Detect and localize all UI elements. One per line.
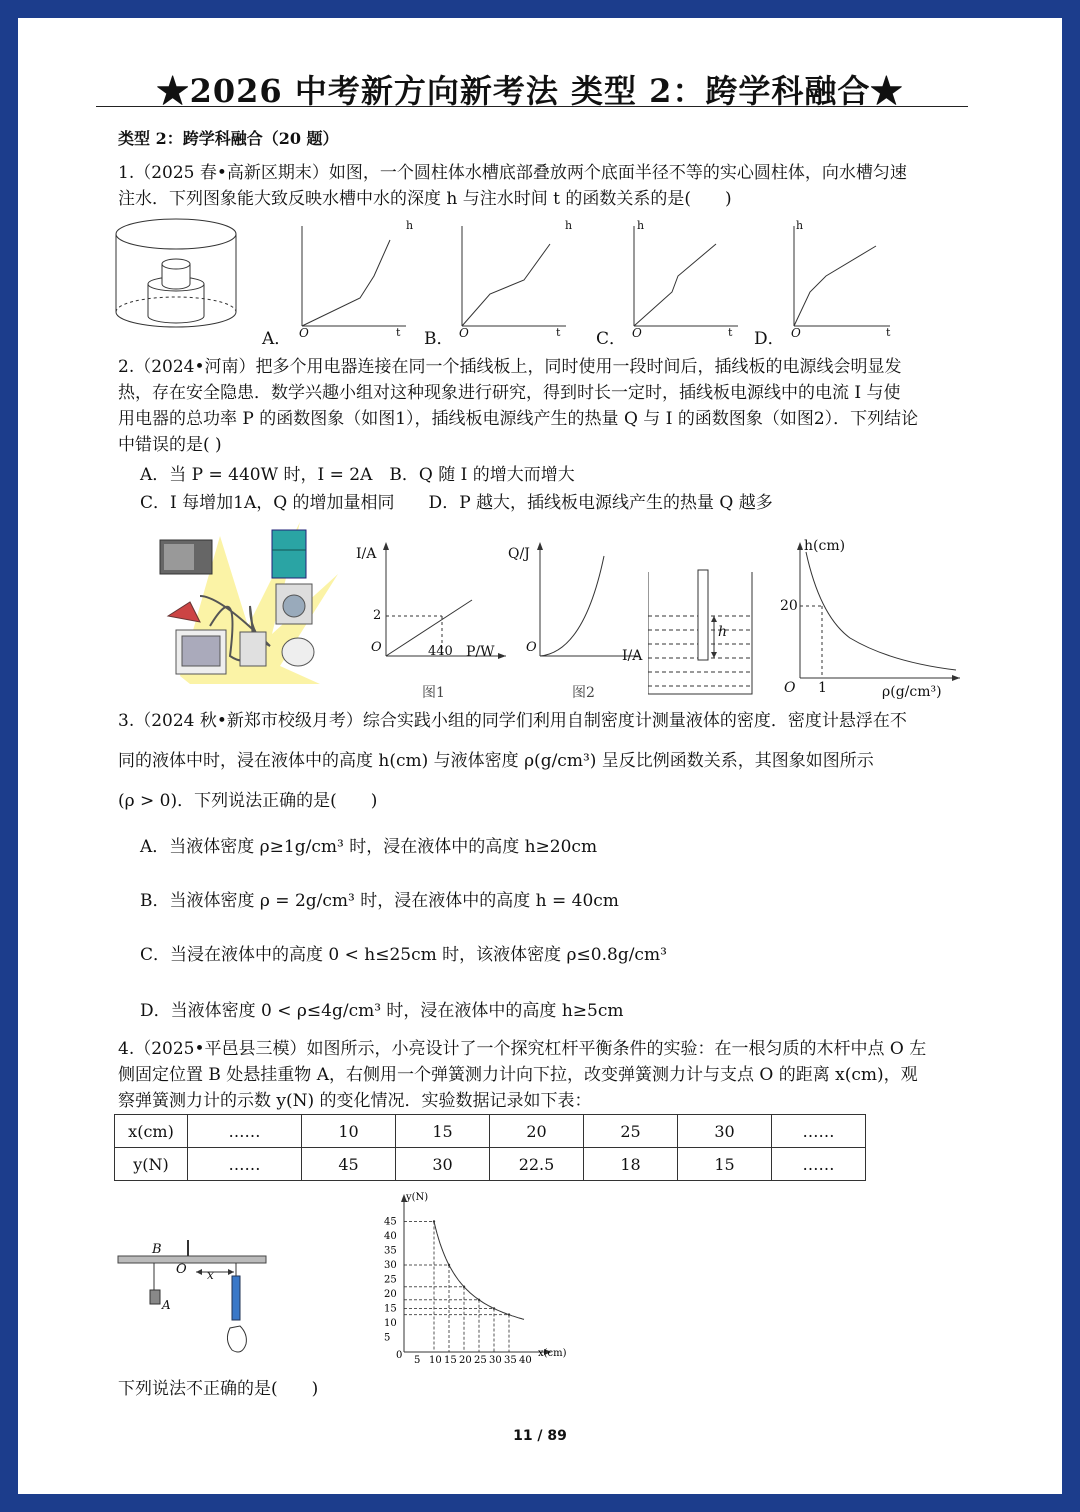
q1-figures	[110, 214, 970, 344]
x-tick-label: 35	[504, 1355, 517, 1366]
q1a-h-label: h	[406, 219, 414, 232]
density-meter-figure	[648, 568, 756, 698]
y-tick-label: 40	[384, 1231, 397, 1242]
q3-graph-ylabel: h(cm)	[804, 538, 846, 554]
table-cell: ……	[188, 1115, 302, 1148]
x-tick-label: 30	[489, 1355, 502, 1366]
q3-line1: 3.（2024 秋•新郑市校级月考）综合实践小组的同学们利用自制密度计测量液体的密度．密度计悬浮在不	[118, 711, 907, 731]
q2-line3: 用电器的总功率 P 的函数图象（如图1），插线板电源线产生的热量 Q 与 I 的函数图象（如图2）．下列结论	[118, 409, 919, 429]
fig1-xtick: 440	[428, 644, 453, 659]
lever-label-x: x	[207, 1268, 214, 1282]
x-tick-label: 15	[444, 1355, 457, 1366]
q4-line3: 察弹簧测力计的示数 y(N) 的变化情况．实验数据记录如下表：	[118, 1091, 592, 1111]
fig2-caption: 图2	[572, 685, 595, 701]
q3-graph-xtick: 1	[818, 680, 827, 696]
table-cell: ……	[772, 1148, 866, 1181]
q2-line2: 热，存在安全隐患．数学兴趣小组对这种现象进行研究，得到时长一定时，插线板电源线中的电流 I 与使	[118, 383, 901, 403]
q1b-h-label: h	[565, 219, 573, 232]
q1a-t-label: t	[396, 326, 401, 339]
table-row-x	[115, 1115, 866, 1148]
q1-graph-c	[634, 226, 738, 326]
y-tick-label: 45	[384, 1216, 397, 1228]
chart-origin: 0	[396, 1350, 403, 1361]
data-point	[493, 1307, 495, 1309]
table-cell: 22.5	[490, 1148, 584, 1181]
table-row-y	[115, 1148, 866, 1181]
q4-tail: 下列说法不正确的是( )	[118, 1379, 319, 1399]
q1-option-a: A．	[262, 329, 292, 349]
q1-graph-b	[462, 226, 566, 326]
q1c-h-label: h	[637, 219, 645, 232]
q1-option-b: B．	[424, 329, 454, 349]
power-strip-illustration	[150, 516, 340, 686]
q3-graph-ytick: 20	[780, 598, 798, 614]
table-cell: 15	[396, 1115, 490, 1148]
x-tick-label: 5	[414, 1355, 421, 1366]
q3-option-d: D．当液体密度 0 < ρ≤4g/cm³ 时，浸在液体中的高度 h≥5cm	[140, 1001, 624, 1021]
q3-option-c: C．当浸在液体中的高度 0 < h≤25cm 时，该液体密度 ρ≤0.8g/cm³	[140, 945, 667, 965]
q1-option-c: C．	[596, 329, 627, 349]
lever-label-a: A	[162, 1298, 171, 1312]
q4-data-table	[114, 1114, 866, 1181]
q1-graph-a	[302, 226, 406, 326]
q1-line1: 1.（2025 春•高新区期末）如图，一个圆柱体水槽底部叠放两个底面半径不等的实心圆柱体，向水槽匀速	[118, 163, 907, 183]
lever-label-b: B	[152, 1242, 162, 1257]
x-tick-label: 25	[474, 1355, 487, 1366]
y-tick-label: 25	[384, 1274, 397, 1286]
section-title: 类型 2：跨学科融合（20 题）	[118, 129, 339, 148]
table-cell: ……	[188, 1148, 302, 1181]
data-point	[508, 1313, 510, 1315]
q1c-t-label: t	[728, 326, 733, 339]
q1d-t-label: t	[886, 326, 891, 339]
q2-line1: 2.（2024•河南）把多个用电器连接在同一个插线板上，同时使用一段时间后，插线板的电源线会明显发	[118, 357, 902, 377]
chart-xlabel: x(cm)	[538, 1348, 567, 1359]
q4-line1: 4.（2025•平邑县三模）如图所示，小亮设计了一个探究杠杆平衡条件的实验：在一根匀质的木杆中点 O 左	[118, 1039, 927, 1059]
data-curve	[434, 1222, 524, 1320]
data-point	[478, 1299, 480, 1301]
x-tick-label: 40	[519, 1355, 532, 1366]
q3-graph-origin: O	[784, 680, 796, 696]
q3-option-b: B．当液体密度 ρ = 2g/cm³ 时，浸在液体中的高度 h = 40cm	[140, 891, 619, 911]
table-cell: ……	[772, 1115, 866, 1148]
q2-line4: 中错误的是( )	[118, 435, 222, 455]
y-tick-label: 10	[384, 1318, 397, 1329]
table-cell: y(N)	[115, 1148, 188, 1181]
table-cell: 15	[678, 1148, 772, 1181]
q1b-origin: O	[459, 326, 469, 340]
q1-option-d: D．	[754, 329, 785, 349]
table-cell: 18	[584, 1148, 678, 1181]
table-cell: 20	[490, 1115, 584, 1148]
q1-line2: 注水．下列图象能大致反映水槽中水的深度 h 与注水时间 t 的函数关系的是( )	[118, 189, 732, 209]
q1c-origin: O	[632, 326, 642, 340]
density-h-label: h	[718, 624, 728, 640]
lever-figure	[114, 1236, 274, 1366]
y-tick-label: 15	[384, 1303, 397, 1315]
fig1-caption: 图1	[422, 685, 445, 701]
fig1-ytick: 2	[373, 608, 382, 623]
x-tick-label: 20	[459, 1355, 472, 1366]
water-tank-figure	[116, 219, 236, 327]
table-cell: x(cm)	[115, 1115, 188, 1148]
q1b-t-label: t	[556, 326, 561, 339]
y-tick-label: 5	[384, 1332, 391, 1344]
q1-graph-d	[794, 226, 890, 326]
page-title: ★2026 中考新方向新考法 类型 2：跨学科融合★	[156, 72, 904, 110]
table-cell: 30	[396, 1148, 490, 1181]
y-tick-label: 20	[384, 1289, 397, 1300]
table-cell: 25	[584, 1115, 678, 1148]
fig1-xlabel: P/W	[466, 644, 495, 660]
q1a-origin: O	[299, 326, 309, 340]
lever-label-o: O	[176, 1262, 187, 1277]
fig1-ylabel: I/A	[356, 546, 377, 562]
fig2-origin: O	[526, 640, 537, 655]
q3-option-a: A．当液体密度 ρ≥1g/cm³ 时，浸在液体中的高度 h≥20cm	[140, 837, 598, 857]
title-divider	[96, 106, 968, 107]
table-cell: 45	[302, 1148, 396, 1181]
data-point	[448, 1264, 450, 1266]
fig1-origin: O	[371, 640, 382, 655]
chart-ylabel: y(N)	[406, 1192, 429, 1203]
q4-line2: 侧固定位置 B 处悬挂重物 A，右侧用一个弹簧测力计向下拉，改变弹簧测力计与支点 O 的距离 x(cm)，观	[118, 1065, 918, 1085]
q1d-origin: O	[791, 326, 801, 340]
table-cell: 10	[302, 1115, 396, 1148]
fig2-ylabel: Q/J	[508, 546, 530, 562]
y-tick-label: 30	[384, 1260, 397, 1271]
page-number: 11 / 89	[513, 1428, 567, 1444]
data-point	[433, 1220, 435, 1222]
q4-graph	[380, 1190, 580, 1370]
table-cell: 30	[678, 1115, 772, 1148]
q2-options-cd: C．I 每增加1A，Q 的增加量相同 D．P 越大，插线板电源线产生的热量 Q 越多	[140, 493, 773, 513]
y-tick-label: 35	[384, 1245, 397, 1257]
q3-line3: (ρ > 0)．下列说法正确的是( )	[118, 791, 378, 811]
q3-graph	[780, 536, 960, 686]
q3-line2: 同的液体中时，浸在液体中的高度 h(cm) 与液体密度 ρ(g/cm³) 呈反比例函数关系，其图象如图所示	[118, 751, 874, 771]
q1d-h-label: h	[796, 219, 804, 232]
q3-graph-xlabel: ρ(g/cm³)	[882, 684, 942, 700]
data-point	[463, 1286, 465, 1288]
x-tick-label: 10	[429, 1355, 442, 1366]
fig2-xlabel: I/A	[622, 648, 643, 664]
q2-options-ab: A．当 P = 440W 时，I = 2A B．Q 随 I 的增大而增大	[140, 465, 575, 485]
